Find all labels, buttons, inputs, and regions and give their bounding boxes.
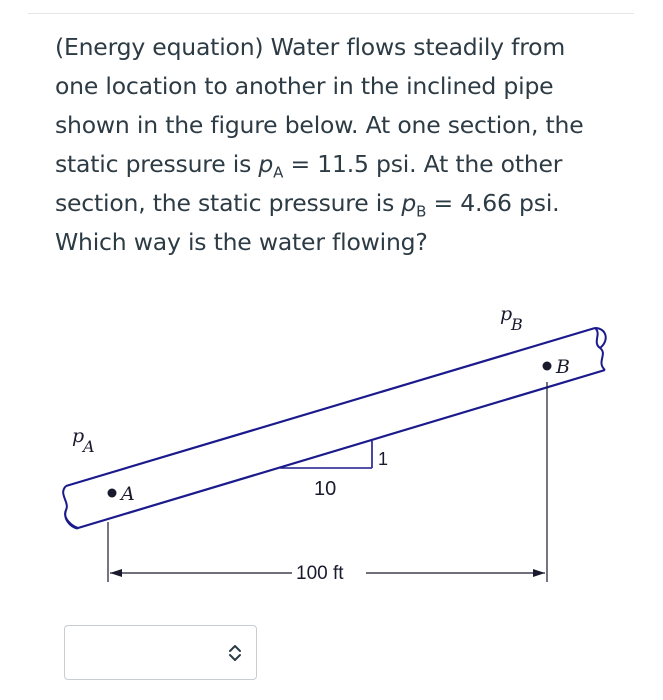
point-a-label: A <box>121 483 135 505</box>
pb-symbol: p <box>401 189 417 217</box>
pb-label-p: p <box>500 303 513 325</box>
pb-label-sub: B <box>511 315 523 334</box>
point-b-label: B <box>556 356 570 378</box>
pipe-top-edge <box>66 328 595 486</box>
pipe-left-break <box>63 486 78 528</box>
point-a-dot <box>108 489 117 498</box>
pipe-bottom-edge <box>78 370 605 528</box>
pa-symbol: p <box>258 150 274 178</box>
dimension-arrow-left <box>110 569 122 577</box>
top-divider <box>28 13 634 14</box>
inclined-pipe-figure <box>40 290 630 600</box>
point-b-dot <box>543 362 552 371</box>
pa-label-sub: A <box>83 437 95 456</box>
distance-label: 100 ft <box>296 563 344 584</box>
pa-subscript: A <box>273 163 284 182</box>
pa-value-text: = 11.5 psi. At the other section, the static pressure is <box>55 150 563 217</box>
question-part1: (Energy equation) Water flows steadily from one location to another in the inclined pipe shown in the figure below. At one section, the static pressure is <box>55 33 584 178</box>
up-down-chevron-icon <box>228 642 242 664</box>
pa-label-p: p <box>72 425 85 447</box>
slope-rise-label: 1 <box>378 449 389 469</box>
pb-value-text: = 4.66 psi. Which way is the water flowing? <box>55 189 560 256</box>
pipe-right-break <box>595 328 606 370</box>
dimension-arrow-right <box>533 569 545 577</box>
slope-run-label: 10 <box>314 478 337 500</box>
pb-subscript: B <box>416 202 427 221</box>
question-text <box>55 28 615 262</box>
answer-dropdown[interactable] <box>64 625 257 680</box>
